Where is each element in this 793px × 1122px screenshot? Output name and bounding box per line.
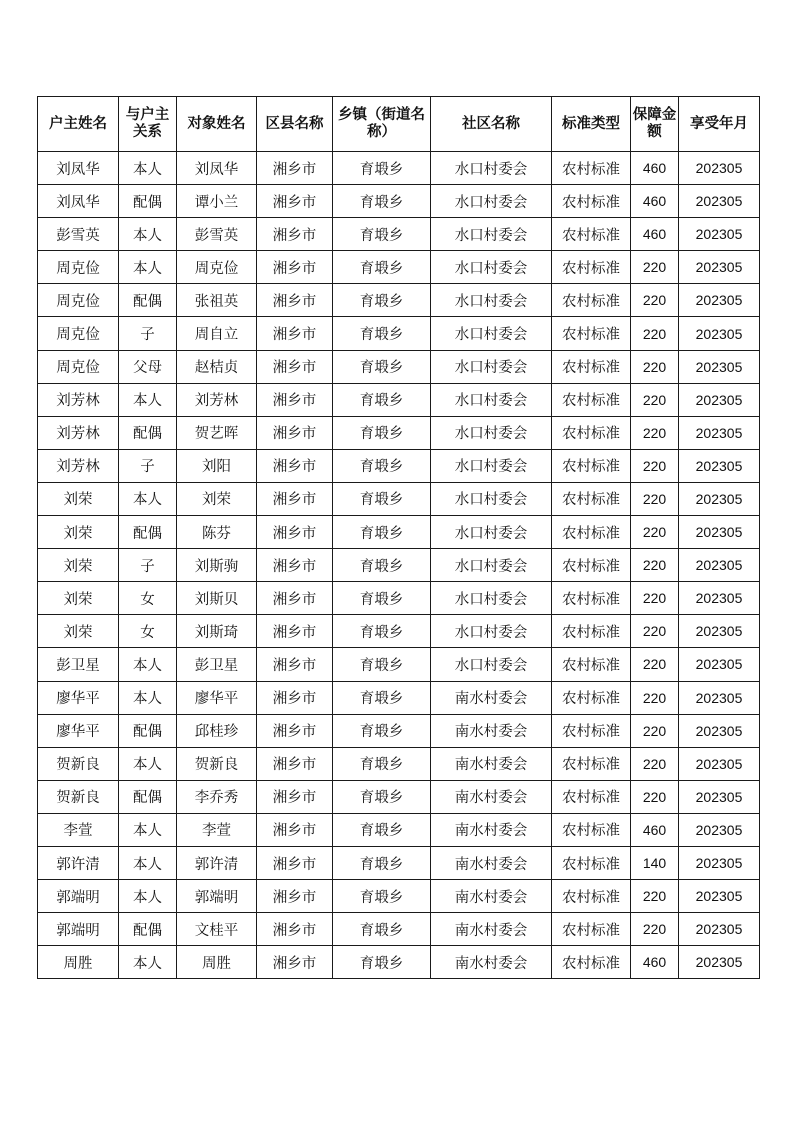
cell-recipient-name: 廖华平 xyxy=(177,681,257,714)
cell-standard-type: 农村标准 xyxy=(552,582,631,615)
table-row xyxy=(38,449,760,482)
cell-township: 育塅乡 xyxy=(333,383,431,416)
cell-month: 202305 xyxy=(679,482,760,515)
table-row xyxy=(38,846,760,879)
cell-householder-name: 廖华平 xyxy=(38,681,119,714)
cell-recipient-name: 张祖英 xyxy=(177,284,257,317)
cell-householder-name: 郭端明 xyxy=(38,880,119,913)
cell-township: 育塅乡 xyxy=(333,946,431,979)
cell-relationship: 配偶 xyxy=(119,284,177,317)
cell-township: 育塅乡 xyxy=(333,846,431,879)
table-row xyxy=(38,648,760,681)
cell-relationship: 子 xyxy=(119,449,177,482)
cell-month: 202305 xyxy=(679,780,760,813)
cell-standard-type: 农村标准 xyxy=(552,416,631,449)
cell-township: 育塅乡 xyxy=(333,449,431,482)
cell-township: 育塅乡 xyxy=(333,780,431,813)
cell-amount: 220 xyxy=(631,350,679,383)
cell-recipient-name: 谭小兰 xyxy=(177,185,257,218)
cell-amount: 220 xyxy=(631,714,679,747)
cell-township: 育塅乡 xyxy=(333,317,431,350)
cell-standard-type: 农村标准 xyxy=(552,218,631,251)
cell-householder-name: 刘荣 xyxy=(38,482,119,515)
table-row xyxy=(38,284,760,317)
cell-householder-name: 刘荣 xyxy=(38,582,119,615)
cell-township: 育塅乡 xyxy=(333,185,431,218)
cell-householder-name: 刘芳林 xyxy=(38,449,119,482)
header-amount: 保障金额 xyxy=(631,97,679,152)
cell-amount: 220 xyxy=(631,416,679,449)
cell-county: 湘乡市 xyxy=(257,615,333,648)
table-row xyxy=(38,714,760,747)
header-relationship: 与户主关系 xyxy=(119,97,177,152)
cell-standard-type: 农村标准 xyxy=(552,251,631,284)
cell-community: 南水村委会 xyxy=(431,714,552,747)
cell-month: 202305 xyxy=(679,152,760,185)
cell-county: 湘乡市 xyxy=(257,747,333,780)
cell-standard-type: 农村标准 xyxy=(552,317,631,350)
cell-month: 202305 xyxy=(679,846,760,879)
cell-township: 育塅乡 xyxy=(333,582,431,615)
cell-amount: 220 xyxy=(631,317,679,350)
cell-recipient-name: 彭卫星 xyxy=(177,648,257,681)
cell-community: 南水村委会 xyxy=(431,846,552,879)
cell-amount: 460 xyxy=(631,152,679,185)
cell-relationship: 本人 xyxy=(119,251,177,284)
cell-community: 水口村委会 xyxy=(431,350,552,383)
cell-month: 202305 xyxy=(679,284,760,317)
cell-community: 南水村委会 xyxy=(431,813,552,846)
cell-amount: 220 xyxy=(631,516,679,549)
cell-standard-type: 农村标准 xyxy=(552,152,631,185)
cell-month: 202305 xyxy=(679,449,760,482)
cell-recipient-name: 文桂平 xyxy=(177,913,257,946)
table-row xyxy=(38,218,760,251)
cell-relationship: 子 xyxy=(119,317,177,350)
cell-relationship: 本人 xyxy=(119,218,177,251)
table-row xyxy=(38,152,760,185)
cell-community: 水口村委会 xyxy=(431,218,552,251)
table-row xyxy=(38,317,760,350)
cell-householder-name: 郭许清 xyxy=(38,846,119,879)
cell-month: 202305 xyxy=(679,681,760,714)
cell-county: 湘乡市 xyxy=(257,681,333,714)
cell-community: 水口村委会 xyxy=(431,516,552,549)
cell-county: 湘乡市 xyxy=(257,218,333,251)
cell-community: 水口村委会 xyxy=(431,152,552,185)
cell-county: 湘乡市 xyxy=(257,251,333,284)
cell-householder-name: 郭端明 xyxy=(38,913,119,946)
cell-amount: 220 xyxy=(631,615,679,648)
cell-month: 202305 xyxy=(679,714,760,747)
cell-recipient-name: 刘斯驹 xyxy=(177,549,257,582)
table-row xyxy=(38,185,760,218)
cell-standard-type: 农村标准 xyxy=(552,846,631,879)
cell-recipient-name: 刘凤华 xyxy=(177,152,257,185)
cell-standard-type: 农村标准 xyxy=(552,383,631,416)
cell-month: 202305 xyxy=(679,218,760,251)
cell-month: 202305 xyxy=(679,185,760,218)
cell-township: 育塅乡 xyxy=(333,516,431,549)
cell-relationship: 父母 xyxy=(119,350,177,383)
cell-recipient-name: 陈芬 xyxy=(177,516,257,549)
table-body xyxy=(38,152,760,979)
cell-county: 湘乡市 xyxy=(257,913,333,946)
cell-township: 育塅乡 xyxy=(333,549,431,582)
cell-householder-name: 刘凤华 xyxy=(38,185,119,218)
cell-township: 育塅乡 xyxy=(333,714,431,747)
cell-relationship: 本人 xyxy=(119,846,177,879)
cell-householder-name: 周克俭 xyxy=(38,284,119,317)
cell-recipient-name: 贺艺晖 xyxy=(177,416,257,449)
cell-month: 202305 xyxy=(679,549,760,582)
header-recipient-name: 对象姓名 xyxy=(177,97,257,152)
cell-recipient-name: 周自立 xyxy=(177,317,257,350)
cell-township: 育塅乡 xyxy=(333,913,431,946)
cell-county: 湘乡市 xyxy=(257,880,333,913)
cell-relationship: 配偶 xyxy=(119,780,177,813)
cell-householder-name: 廖华平 xyxy=(38,714,119,747)
cell-community: 南水村委会 xyxy=(431,780,552,813)
cell-householder-name: 刘芳林 xyxy=(38,416,119,449)
cell-householder-name: 刘荣 xyxy=(38,516,119,549)
cell-township: 育塅乡 xyxy=(333,482,431,515)
cell-county: 湘乡市 xyxy=(257,416,333,449)
cell-recipient-name: 贺新良 xyxy=(177,747,257,780)
table-row xyxy=(38,747,760,780)
cell-householder-name: 彭卫星 xyxy=(38,648,119,681)
cell-month: 202305 xyxy=(679,913,760,946)
cell-amount: 220 xyxy=(631,482,679,515)
cell-amount: 220 xyxy=(631,284,679,317)
cell-standard-type: 农村标准 xyxy=(552,747,631,780)
cell-standard-type: 农村标准 xyxy=(552,780,631,813)
header-standard-type: 标准类型 xyxy=(552,97,631,152)
cell-relationship: 配偶 xyxy=(119,913,177,946)
cell-householder-name: 李萱 xyxy=(38,813,119,846)
cell-month: 202305 xyxy=(679,350,760,383)
cell-recipient-name: 彭雪英 xyxy=(177,218,257,251)
cell-recipient-name: 李乔秀 xyxy=(177,780,257,813)
table-row xyxy=(38,549,760,582)
cell-month: 202305 xyxy=(679,648,760,681)
table-row xyxy=(38,482,760,515)
cell-standard-type: 农村标准 xyxy=(552,681,631,714)
cell-recipient-name: 郭端明 xyxy=(177,880,257,913)
table-row xyxy=(38,350,760,383)
cell-amount: 460 xyxy=(631,946,679,979)
assistance-table xyxy=(37,96,760,979)
cell-householder-name: 刘芳林 xyxy=(38,383,119,416)
cell-relationship: 本人 xyxy=(119,681,177,714)
cell-amount: 220 xyxy=(631,913,679,946)
header-householder-name: 户主姓名 xyxy=(38,97,119,152)
cell-standard-type: 农村标准 xyxy=(552,449,631,482)
header-community: 社区名称 xyxy=(431,97,552,152)
cell-standard-type: 农村标准 xyxy=(552,813,631,846)
cell-standard-type: 农村标准 xyxy=(552,185,631,218)
cell-relationship: 本人 xyxy=(119,813,177,846)
header-township: 乡镇（街道名称） xyxy=(333,97,431,152)
cell-recipient-name: 刘斯贝 xyxy=(177,582,257,615)
cell-householder-name: 刘凤华 xyxy=(38,152,119,185)
cell-township: 育塅乡 xyxy=(333,813,431,846)
cell-month: 202305 xyxy=(679,383,760,416)
cell-standard-type: 农村标准 xyxy=(552,516,631,549)
cell-township: 育塅乡 xyxy=(333,648,431,681)
cell-community: 南水村委会 xyxy=(431,946,552,979)
cell-householder-name: 周胜 xyxy=(38,946,119,979)
cell-amount: 220 xyxy=(631,383,679,416)
cell-county: 湘乡市 xyxy=(257,946,333,979)
cell-recipient-name: 刘斯琦 xyxy=(177,615,257,648)
cell-amount: 460 xyxy=(631,218,679,251)
cell-month: 202305 xyxy=(679,615,760,648)
cell-township: 育塅乡 xyxy=(333,747,431,780)
cell-county: 湘乡市 xyxy=(257,582,333,615)
cell-relationship: 配偶 xyxy=(119,185,177,218)
cell-householder-name: 周克俭 xyxy=(38,251,119,284)
cell-month: 202305 xyxy=(679,317,760,350)
cell-standard-type: 农村标准 xyxy=(552,648,631,681)
cell-township: 育塅乡 xyxy=(333,681,431,714)
cell-standard-type: 农村标准 xyxy=(552,946,631,979)
table-row xyxy=(38,383,760,416)
cell-amount: 220 xyxy=(631,648,679,681)
cell-community: 南水村委会 xyxy=(431,913,552,946)
cell-recipient-name: 刘阳 xyxy=(177,449,257,482)
cell-householder-name: 彭雪英 xyxy=(38,218,119,251)
table-row xyxy=(38,251,760,284)
cell-recipient-name: 邱桂珍 xyxy=(177,714,257,747)
cell-standard-type: 农村标准 xyxy=(552,714,631,747)
cell-householder-name: 刘荣 xyxy=(38,615,119,648)
cell-community: 水口村委会 xyxy=(431,615,552,648)
cell-month: 202305 xyxy=(679,416,760,449)
cell-county: 湘乡市 xyxy=(257,152,333,185)
cell-county: 湘乡市 xyxy=(257,648,333,681)
table-row xyxy=(38,582,760,615)
cell-relationship: 配偶 xyxy=(119,714,177,747)
table-row xyxy=(38,880,760,913)
cell-county: 湘乡市 xyxy=(257,350,333,383)
cell-amount: 220 xyxy=(631,449,679,482)
cell-county: 湘乡市 xyxy=(257,549,333,582)
cell-householder-name: 贺新良 xyxy=(38,780,119,813)
cell-recipient-name: 郭许清 xyxy=(177,846,257,879)
cell-amount: 220 xyxy=(631,880,679,913)
table-row xyxy=(38,913,760,946)
cell-relationship: 本人 xyxy=(119,946,177,979)
cell-amount: 220 xyxy=(631,681,679,714)
cell-amount: 220 xyxy=(631,582,679,615)
cell-month: 202305 xyxy=(679,516,760,549)
cell-standard-type: 农村标准 xyxy=(552,350,631,383)
cell-relationship: 子 xyxy=(119,549,177,582)
cell-community: 水口村委会 xyxy=(431,416,552,449)
cell-community: 水口村委会 xyxy=(431,549,552,582)
cell-community: 水口村委会 xyxy=(431,582,552,615)
table-row xyxy=(38,615,760,648)
cell-community: 水口村委会 xyxy=(431,317,552,350)
table-row xyxy=(38,516,760,549)
cell-householder-name: 贺新良 xyxy=(38,747,119,780)
table-row xyxy=(38,813,760,846)
cell-county: 湘乡市 xyxy=(257,383,333,416)
cell-amount: 140 xyxy=(631,846,679,879)
cell-relationship: 本人 xyxy=(119,648,177,681)
table-row xyxy=(38,780,760,813)
cell-amount: 220 xyxy=(631,780,679,813)
cell-county: 湘乡市 xyxy=(257,714,333,747)
header-month: 享受年月 xyxy=(679,97,760,152)
cell-relationship: 本人 xyxy=(119,383,177,416)
cell-township: 育塅乡 xyxy=(333,880,431,913)
cell-recipient-name: 刘荣 xyxy=(177,482,257,515)
cell-township: 育塅乡 xyxy=(333,615,431,648)
cell-community: 南水村委会 xyxy=(431,747,552,780)
cell-community: 水口村委会 xyxy=(431,185,552,218)
cell-county: 湘乡市 xyxy=(257,482,333,515)
cell-township: 育塅乡 xyxy=(333,350,431,383)
cell-standard-type: 农村标准 xyxy=(552,913,631,946)
cell-township: 育塅乡 xyxy=(333,251,431,284)
cell-township: 育塅乡 xyxy=(333,416,431,449)
cell-amount: 220 xyxy=(631,549,679,582)
table-row xyxy=(38,946,760,979)
cell-standard-type: 农村标准 xyxy=(552,284,631,317)
cell-township: 育塅乡 xyxy=(333,218,431,251)
cell-amount: 460 xyxy=(631,813,679,846)
cell-community: 水口村委会 xyxy=(431,482,552,515)
header-county: 区县名称 xyxy=(257,97,333,152)
cell-householder-name: 周克俭 xyxy=(38,350,119,383)
cell-relationship: 本人 xyxy=(119,152,177,185)
table-row xyxy=(38,416,760,449)
cell-community: 南水村委会 xyxy=(431,681,552,714)
cell-recipient-name: 李萱 xyxy=(177,813,257,846)
header-row xyxy=(38,97,760,152)
cell-month: 202305 xyxy=(679,880,760,913)
cell-community: 水口村委会 xyxy=(431,449,552,482)
cell-community: 水口村委会 xyxy=(431,284,552,317)
cell-county: 湘乡市 xyxy=(257,813,333,846)
cell-recipient-name: 刘芳林 xyxy=(177,383,257,416)
table-row xyxy=(38,681,760,714)
cell-amount: 220 xyxy=(631,747,679,780)
cell-standard-type: 农村标准 xyxy=(552,880,631,913)
cell-month: 202305 xyxy=(679,747,760,780)
cell-county: 湘乡市 xyxy=(257,780,333,813)
cell-relationship: 配偶 xyxy=(119,416,177,449)
cell-recipient-name: 周胜 xyxy=(177,946,257,979)
cell-standard-type: 农村标准 xyxy=(552,482,631,515)
cell-month: 202305 xyxy=(679,582,760,615)
cell-amount: 220 xyxy=(631,251,679,284)
cell-relationship: 配偶 xyxy=(119,516,177,549)
cell-relationship: 女 xyxy=(119,582,177,615)
cell-county: 湘乡市 xyxy=(257,516,333,549)
cell-standard-type: 农村标准 xyxy=(552,549,631,582)
cell-community: 水口村委会 xyxy=(431,648,552,681)
cell-relationship: 本人 xyxy=(119,747,177,780)
cell-recipient-name: 周克俭 xyxy=(177,251,257,284)
cell-township: 育塅乡 xyxy=(333,284,431,317)
cell-county: 湘乡市 xyxy=(257,317,333,350)
cell-community: 水口村委会 xyxy=(431,251,552,284)
cell-householder-name: 周克俭 xyxy=(38,317,119,350)
cell-county: 湘乡市 xyxy=(257,449,333,482)
cell-relationship: 本人 xyxy=(119,482,177,515)
cell-township: 育塅乡 xyxy=(333,152,431,185)
cell-amount: 460 xyxy=(631,185,679,218)
cell-month: 202305 xyxy=(679,813,760,846)
cell-county: 湘乡市 xyxy=(257,284,333,317)
cell-month: 202305 xyxy=(679,946,760,979)
cell-community: 水口村委会 xyxy=(431,383,552,416)
cell-householder-name: 刘荣 xyxy=(38,549,119,582)
cell-month: 202305 xyxy=(679,251,760,284)
cell-community: 南水村委会 xyxy=(431,880,552,913)
cell-standard-type: 农村标准 xyxy=(552,615,631,648)
cell-county: 湘乡市 xyxy=(257,185,333,218)
cell-county: 湘乡市 xyxy=(257,846,333,879)
cell-relationship: 本人 xyxy=(119,880,177,913)
cell-recipient-name: 赵桔贞 xyxy=(177,350,257,383)
cell-relationship: 女 xyxy=(119,615,177,648)
